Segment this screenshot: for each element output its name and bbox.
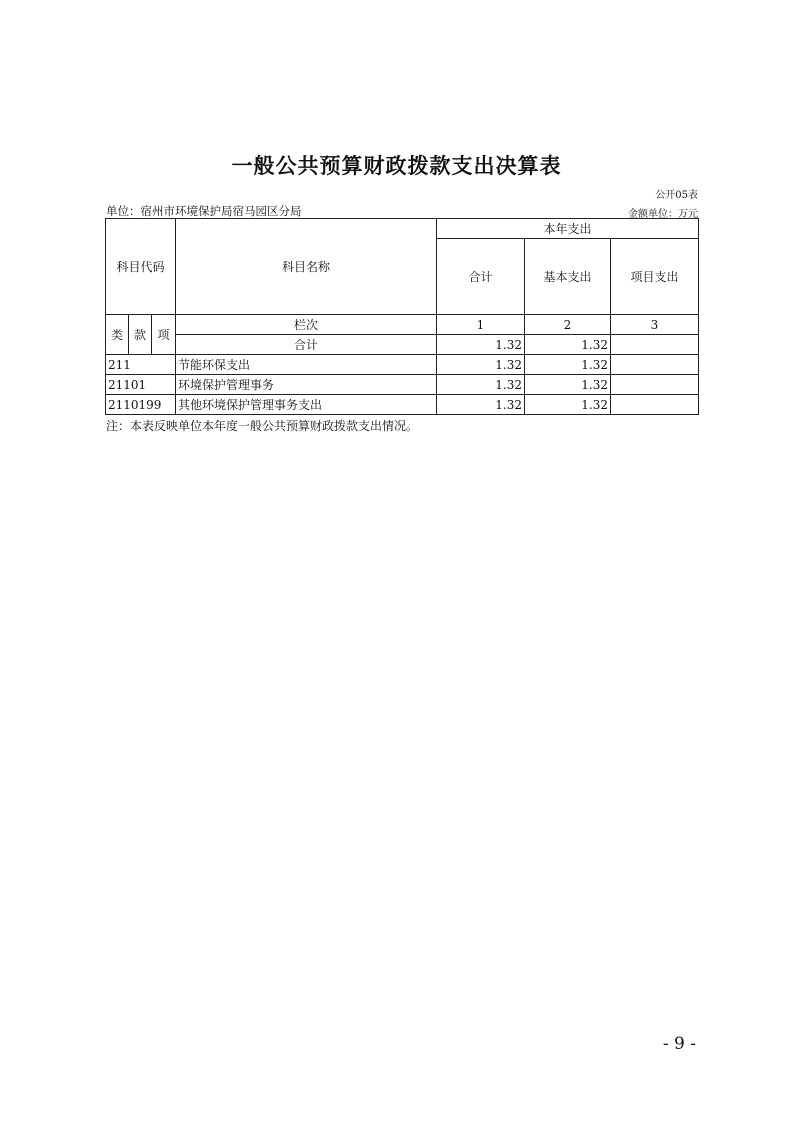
- table-row: [106, 355, 699, 375]
- row-total: 1.32: [437, 395, 525, 415]
- table-note: 注：本表反映单位本年度一般公共预算财政拨款支出情况。: [106, 419, 419, 433]
- row-basic: 1.32: [525, 375, 611, 395]
- header-basic: 基本支出: [525, 239, 611, 315]
- row-project: [611, 375, 699, 395]
- table-row: [106, 375, 699, 395]
- total-row-project: [611, 335, 699, 355]
- row-total: 1.32: [437, 375, 525, 395]
- row-name: 环境保护管理事务: [176, 375, 437, 395]
- header-col1: 1: [437, 315, 525, 335]
- row-name: 其他环境保护管理事务支出: [176, 395, 437, 415]
- header-total: 合计: [437, 239, 525, 315]
- header-xiang: 项: [152, 315, 176, 355]
- row-project: [611, 355, 699, 375]
- row-name: 节能环保支出: [176, 355, 437, 375]
- row-project: [611, 395, 699, 415]
- row-basic: 1.32: [525, 395, 611, 415]
- header-subject-code: 科目代码: [106, 219, 176, 315]
- money-unit-label: 金额单位：万元: [628, 209, 698, 220]
- row-code: 2110199: [106, 395, 176, 415]
- page-number: - 9 -: [662, 1034, 696, 1054]
- table-row: [106, 395, 699, 415]
- row-code: 21101: [106, 375, 176, 395]
- header-col2: 2: [525, 315, 611, 335]
- page-title: 一般公共预算财政拨款支出决算表: [231, 154, 562, 178]
- header-subject-name: 科目名称: [176, 219, 437, 315]
- total-row-total: 1.32: [437, 335, 525, 355]
- form-number: 公开05表: [655, 190, 698, 201]
- row-total: 1.32: [437, 355, 525, 375]
- total-row-basic: 1.32: [525, 335, 611, 355]
- header-kuan: 款: [129, 315, 152, 355]
- budget-table: [105, 218, 699, 415]
- header-year-expense: 本年支出: [437, 219, 699, 239]
- row-basic: 1.32: [525, 355, 611, 375]
- header-column-no: 栏次: [176, 315, 437, 335]
- total-row-label: 合计: [176, 335, 437, 355]
- header-lei: 类: [106, 315, 129, 355]
- unit-label: 单位：宿州市环境保护局宿马园区分局: [106, 204, 302, 218]
- header-project: 项目支出: [611, 239, 699, 315]
- row-code: 211: [106, 355, 176, 375]
- header-col3: 3: [611, 315, 699, 335]
